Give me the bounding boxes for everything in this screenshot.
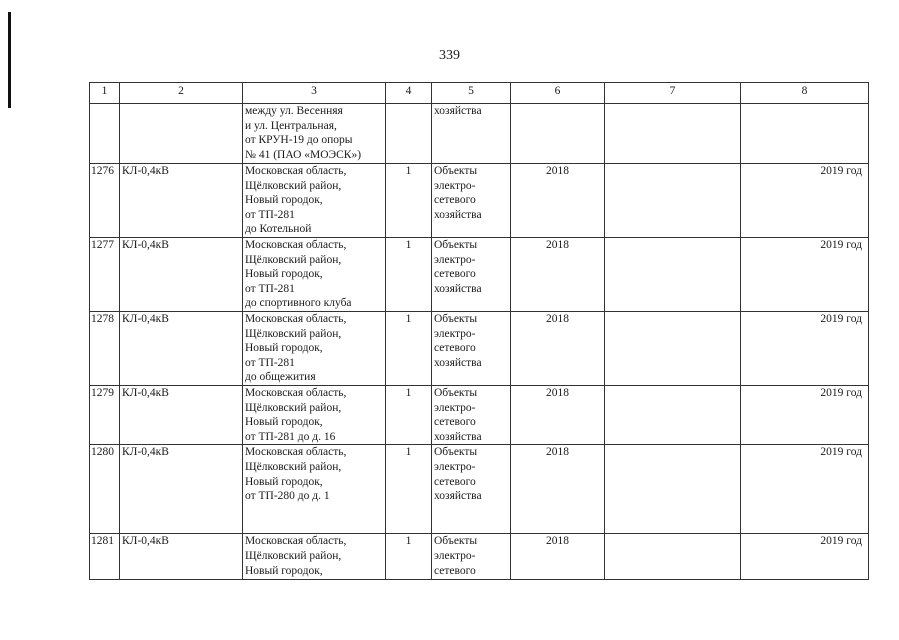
category-line: Объекты bbox=[434, 165, 478, 177]
header-cell: 2 bbox=[120, 83, 243, 104]
cell-name: КЛ-0,4кВ bbox=[120, 385, 243, 444]
cell-year: 2018 bbox=[511, 385, 605, 444]
category-line: электро- bbox=[434, 253, 476, 266]
table-row bbox=[90, 312, 869, 386]
description-line: Московская область, bbox=[245, 313, 347, 325]
cell-category bbox=[432, 104, 511, 164]
description-line: Щёлковский район, bbox=[245, 460, 342, 473]
cell-description bbox=[243, 385, 386, 444]
cell-year bbox=[511, 104, 605, 164]
cell-name: КЛ-0,4кВ bbox=[120, 534, 243, 580]
header-cell: 5 bbox=[432, 83, 511, 104]
cell-col7 bbox=[605, 445, 741, 534]
cell-category bbox=[432, 445, 511, 534]
category-line: Объекты bbox=[434, 386, 478, 399]
category-line: Объекты bbox=[434, 446, 478, 459]
cell-qty: 1 bbox=[386, 238, 432, 312]
table-row bbox=[90, 445, 869, 534]
cell-description bbox=[243, 445, 386, 534]
cell-qty: 1 bbox=[386, 534, 432, 580]
cell-description bbox=[243, 238, 386, 312]
description-line: от КРУН-19 до опоры bbox=[245, 134, 353, 147]
cell-term bbox=[741, 104, 869, 164]
cell-name: КЛ-0,4кВ bbox=[120, 312, 243, 386]
category-line: электро- bbox=[434, 401, 476, 414]
table-row bbox=[90, 238, 869, 312]
cell-term: 2019 год bbox=[741, 164, 869, 238]
cell-category bbox=[432, 238, 511, 312]
description-line: от ТП-281 bbox=[245, 356, 295, 369]
cell-num: 1277 bbox=[90, 238, 120, 312]
table-row bbox=[90, 534, 869, 580]
cell-num: 1279 bbox=[90, 385, 120, 444]
category-line: сетевого bbox=[434, 475, 476, 488]
cell-col7 bbox=[605, 238, 741, 312]
category-line: хозяйства bbox=[434, 208, 482, 221]
category-line: хозяйства bbox=[434, 430, 482, 443]
header-cell: 3 bbox=[243, 83, 386, 104]
description-line: до спортивного клуба bbox=[245, 297, 352, 310]
description-line: Щёлковский район, bbox=[245, 179, 342, 192]
header-cell: 4 bbox=[386, 83, 432, 104]
cell-qty: 1 bbox=[386, 385, 432, 444]
cell-description bbox=[243, 104, 386, 164]
category-line: электро- bbox=[434, 460, 476, 473]
cell-qty bbox=[386, 104, 432, 164]
cell-num: 1278 bbox=[90, 312, 120, 386]
cell-term: 2019 год bbox=[741, 445, 869, 534]
description-line: Щёлковский район, bbox=[245, 327, 342, 340]
category-line: электро- bbox=[434, 327, 476, 340]
cell-col7 bbox=[605, 534, 741, 580]
cell-year: 2018 bbox=[511, 312, 605, 386]
page-number: 339 bbox=[439, 48, 460, 63]
cell-num: 1280 bbox=[90, 445, 120, 534]
cell-term: 2019 год bbox=[741, 385, 869, 444]
cell-year: 2018 bbox=[511, 238, 605, 312]
description-line: Московская область, bbox=[245, 446, 347, 459]
description-line: Новый городок, bbox=[245, 416, 323, 429]
description-line: Московская область, bbox=[245, 165, 347, 177]
cell-category bbox=[432, 385, 511, 444]
category-line: электро- bbox=[434, 179, 476, 192]
cell-category bbox=[432, 534, 511, 580]
header-cell: 6 bbox=[511, 83, 605, 104]
description-line: Московская область, bbox=[245, 239, 347, 251]
cell-name: КЛ-0,4кВ bbox=[120, 164, 243, 238]
cell-description bbox=[243, 164, 386, 238]
category-line: электро- bbox=[434, 549, 476, 562]
cell-category bbox=[432, 164, 511, 238]
cell-name bbox=[120, 104, 243, 164]
description-line: Новый городок, bbox=[245, 194, 323, 207]
cell-name: КЛ-0,4кВ bbox=[120, 445, 243, 534]
description-line: Новый городок, bbox=[245, 475, 323, 488]
category-line: Объекты bbox=[434, 535, 478, 548]
cell-num: 1276 bbox=[90, 164, 120, 238]
description-line: Щёлковский район, bbox=[245, 253, 342, 266]
category-line: Объекты bbox=[434, 313, 478, 325]
header-cell: 8 bbox=[741, 83, 869, 104]
category-line: хозяйства bbox=[434, 105, 482, 117]
cell-qty: 1 bbox=[386, 445, 432, 534]
cell-term: 2019 год bbox=[741, 534, 869, 580]
description-line: Московская область, bbox=[245, 386, 347, 399]
continuation-row bbox=[90, 104, 869, 164]
description-line: Щёлковский район, bbox=[245, 549, 342, 562]
category-line: хозяйства bbox=[434, 490, 482, 503]
description-line: и ул. Центральная, bbox=[245, 119, 337, 132]
header-cell: 7 bbox=[605, 83, 741, 104]
category-line: сетевого bbox=[434, 268, 476, 281]
description-line: от ТП-280 до д. 1 bbox=[245, 490, 330, 503]
header-cell: 1 bbox=[90, 83, 120, 104]
category-line: хозяйства bbox=[434, 356, 482, 369]
description-line: до Котельной bbox=[245, 223, 312, 236]
cell-name: КЛ-0,4кВ bbox=[120, 238, 243, 312]
cell-year: 2018 bbox=[511, 534, 605, 580]
cell-year: 2018 bbox=[511, 164, 605, 238]
cell-col7 bbox=[605, 104, 741, 164]
table-header-row bbox=[90, 83, 869, 104]
cell-description bbox=[243, 312, 386, 386]
description-line: Щёлковский район, bbox=[245, 401, 342, 414]
cell-col7 bbox=[605, 312, 741, 386]
description-line: № 41 (ПАО «МОЭСК») bbox=[245, 148, 362, 161]
description-line: между ул. Весенняя bbox=[245, 105, 343, 117]
description-line: от ТП-281 bbox=[245, 208, 295, 221]
description-line: от ТП-281 до д. 16 bbox=[245, 430, 336, 443]
description-line: до общежития bbox=[245, 371, 316, 384]
cell-col7 bbox=[605, 164, 741, 238]
cell-qty: 1 bbox=[386, 164, 432, 238]
category-line: сетевого bbox=[434, 194, 476, 207]
category-line: сетевого bbox=[434, 564, 476, 577]
cell-year: 2018 bbox=[511, 445, 605, 534]
cell-num: 1281 bbox=[90, 534, 120, 580]
cell-qty: 1 bbox=[386, 312, 432, 386]
description-line: Новый городок, bbox=[245, 342, 323, 355]
cell-description bbox=[243, 534, 386, 580]
table-row bbox=[90, 385, 869, 444]
cell-col7 bbox=[605, 385, 741, 444]
category-line: сетевого bbox=[434, 342, 476, 355]
description-line: Московская область, bbox=[245, 535, 347, 548]
table-row bbox=[90, 164, 869, 238]
cell-term: 2019 год bbox=[741, 238, 869, 312]
category-line: Объекты bbox=[434, 239, 478, 251]
cell-term: 2019 год bbox=[741, 312, 869, 386]
cell-num bbox=[90, 104, 120, 164]
description-line: Новый городок, bbox=[245, 268, 323, 281]
category-line: сетевого bbox=[434, 416, 476, 429]
description-line: от ТП-281 bbox=[245, 282, 295, 295]
register-table bbox=[89, 82, 869, 580]
cell-category bbox=[432, 312, 511, 386]
category-line: хозяйства bbox=[434, 282, 482, 295]
description-line: Новый городок, bbox=[245, 564, 323, 577]
